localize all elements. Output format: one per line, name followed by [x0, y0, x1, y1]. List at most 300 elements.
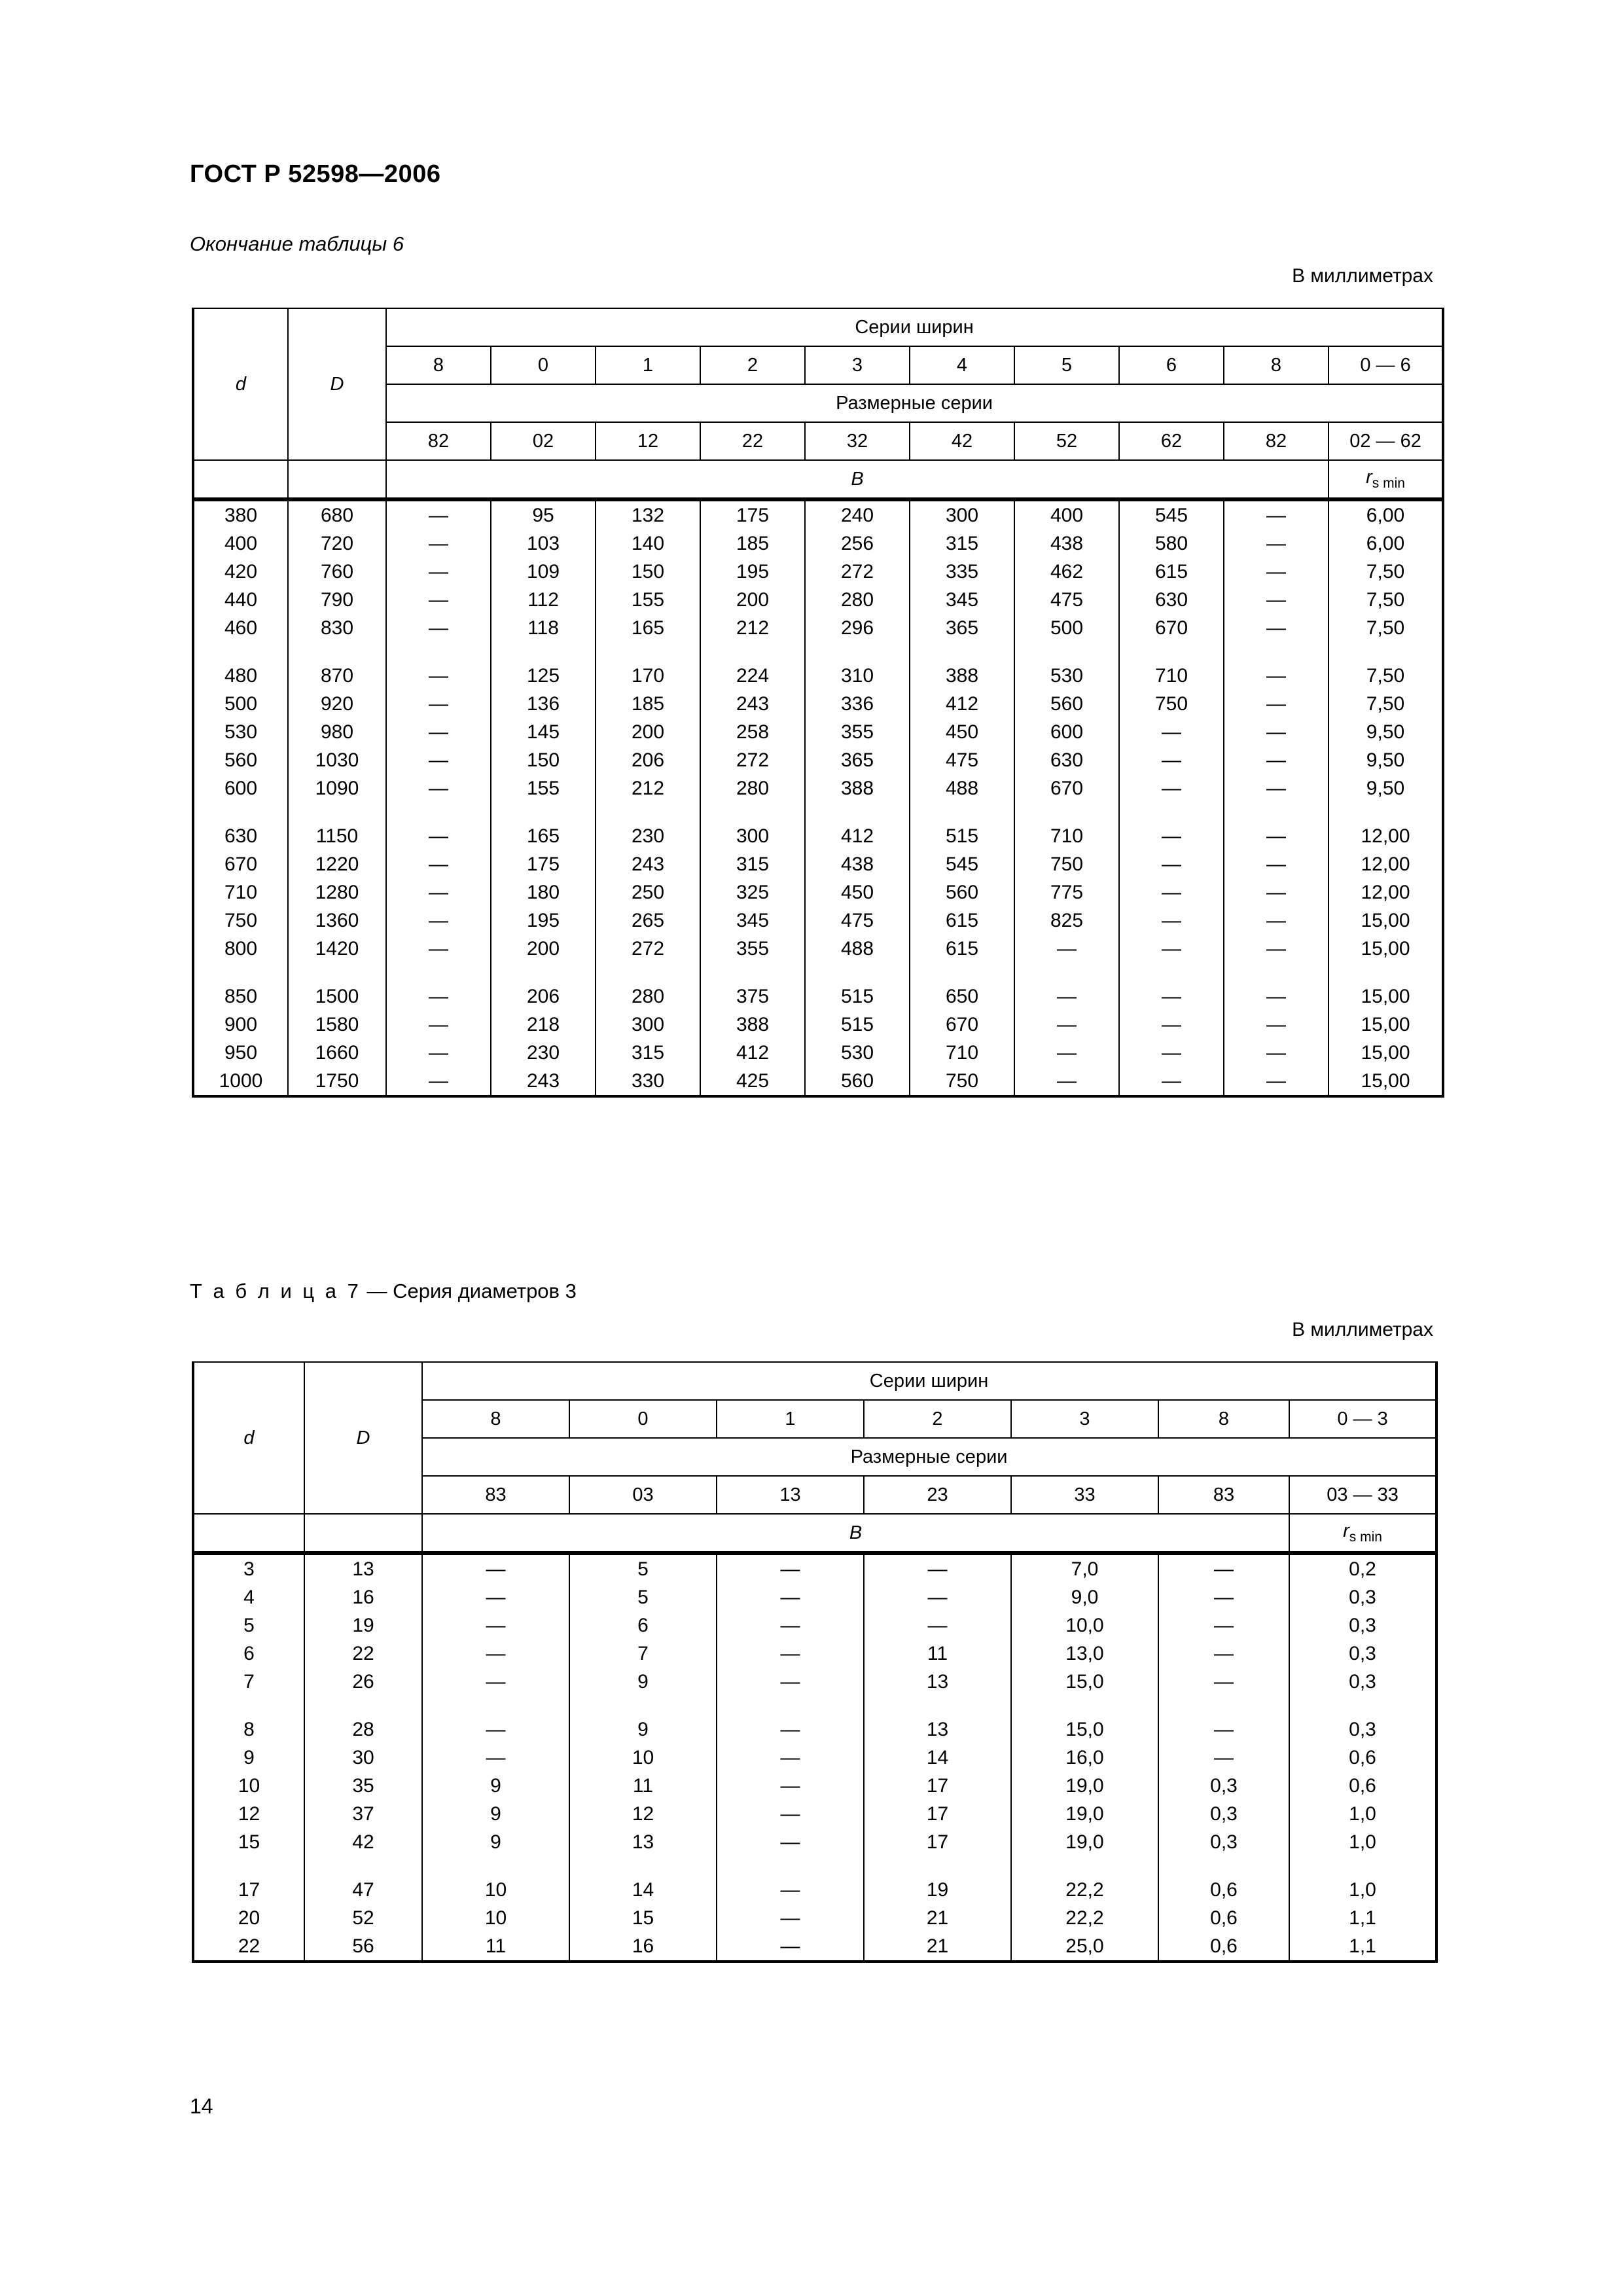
table6-dimension-series-title: Размерные серии [386, 384, 1443, 422]
table-cell: — [422, 1640, 569, 1668]
table6-ds-8: 82 [1224, 422, 1329, 460]
table-cell: 103 [491, 529, 596, 558]
table-cell: — [386, 586, 491, 614]
table-cell: 425 [700, 1067, 805, 1096]
table-cell: 5 [569, 1583, 717, 1611]
table-row [193, 690, 1443, 718]
table7-ws-3: 2 [864, 1400, 1011, 1438]
table-cell: 630 [1119, 586, 1224, 614]
table-cell: 0,6 [1158, 1876, 1289, 1904]
table-cell: 212 [700, 614, 805, 642]
table-cell: 12,00 [1329, 878, 1443, 906]
table7-ws-2: 1 [717, 1400, 864, 1438]
table-cell: 560 [193, 746, 288, 774]
table-cell: — [717, 1828, 864, 1856]
table-cell: 19,0 [1011, 1828, 1158, 1856]
table-cell: 615 [910, 935, 1014, 963]
table-cell: 112 [491, 586, 596, 614]
table-cell: 10 [422, 1876, 569, 1904]
table-cell: 250 [596, 878, 700, 906]
table6-ds-1: 02 [491, 422, 596, 460]
table-cell: 17 [193, 1876, 304, 1904]
table-cell: 4 [193, 1583, 304, 1611]
table-cell: 0,6 [1289, 1772, 1436, 1800]
table-cell: 9,50 [1329, 746, 1443, 774]
table-cell: 7,50 [1329, 614, 1443, 642]
table-row-spacer [193, 642, 1443, 662]
spacer-cell [596, 802, 700, 822]
table7-body [192, 1552, 1438, 1963]
table-cell: — [1224, 500, 1329, 529]
spacer-cell [288, 802, 386, 822]
table-cell: — [422, 1583, 569, 1611]
spacer-cell [491, 963, 596, 982]
table-cell: — [1119, 935, 1224, 963]
table-cell: 1150 [288, 822, 386, 850]
table-cell: 800 [193, 935, 288, 963]
table-cell: — [717, 1932, 864, 1962]
table-cell: — [386, 850, 491, 878]
table-row [193, 1904, 1436, 1932]
table6-ws-2: 1 [596, 346, 700, 384]
table-cell: 185 [700, 529, 805, 558]
table-row [193, 558, 1443, 586]
table-cell: — [1014, 982, 1119, 1011]
table-cell: 15 [193, 1828, 304, 1856]
table-cell: 5 [193, 1611, 304, 1640]
spacer-cell [569, 1696, 717, 1715]
table-cell: 195 [491, 906, 596, 935]
spacer-cell [193, 642, 288, 662]
table-cell: 500 [193, 690, 288, 718]
spacer-cell [193, 802, 288, 822]
table-cell: — [1119, 982, 1224, 1011]
table-cell: 7,50 [1329, 690, 1443, 718]
table-cell: 240 [805, 500, 910, 529]
table-cell: 9 [422, 1800, 569, 1828]
table-cell: 9,0 [1011, 1583, 1158, 1611]
spacer-cell [491, 802, 596, 822]
table-cell: 95 [491, 500, 596, 529]
table-cell: — [1158, 1668, 1289, 1696]
table-cell: 775 [1014, 878, 1119, 906]
table-cell: 175 [700, 500, 805, 529]
table-cell: 545 [910, 850, 1014, 878]
table-cell: 515 [805, 1011, 910, 1039]
table-cell: — [1224, 1067, 1329, 1096]
table-cell: 500 [1014, 614, 1119, 642]
table6-header-row-1 [193, 308, 1443, 346]
table-cell: 15,00 [1329, 1067, 1443, 1096]
table-cell: — [386, 822, 491, 850]
table6-ds-2: 12 [596, 422, 700, 460]
spacer-cell [304, 1696, 422, 1715]
table-cell: 206 [596, 746, 700, 774]
table-cell: 47 [304, 1876, 422, 1904]
table-cell: 22 [193, 1932, 304, 1962]
table-cell: 630 [1014, 746, 1119, 774]
table-cell: — [717, 1715, 864, 1744]
table7-ds-5: 83 [1158, 1476, 1289, 1514]
table-cell: — [1119, 878, 1224, 906]
table-cell: 21 [864, 1932, 1011, 1962]
table7-width-series-title: Серии ширин [422, 1362, 1436, 1400]
table-cell: 560 [1014, 690, 1119, 718]
table-cell: 280 [596, 982, 700, 1011]
table6-ws-4: 3 [805, 346, 910, 384]
table-cell: 680 [288, 500, 386, 529]
table-cell: 650 [910, 982, 1014, 1011]
table-cell: 900 [193, 1011, 288, 1039]
table-cell: 9 [569, 1668, 717, 1696]
table6 [192, 308, 1435, 1098]
table-cell: 580 [1119, 529, 1224, 558]
table-cell: — [1224, 906, 1329, 935]
table-cell: 25,0 [1011, 1932, 1158, 1962]
table-cell: 272 [596, 935, 700, 963]
table-cell: 175 [491, 850, 596, 878]
table6-ws-6: 5 [1014, 346, 1119, 384]
table-cell: 450 [805, 878, 910, 906]
table-cell: 265 [596, 906, 700, 935]
spacer-cell [596, 642, 700, 662]
table-cell: 750 [1014, 850, 1119, 878]
table-cell: 230 [596, 822, 700, 850]
table-cell: 280 [805, 586, 910, 614]
spacer-cell [422, 1696, 569, 1715]
table-cell: 1280 [288, 878, 386, 906]
table-cell: — [1119, 1011, 1224, 1039]
table-row-spacer [193, 963, 1443, 982]
table-cell: 400 [193, 529, 288, 558]
table-cell: — [1119, 718, 1224, 746]
table-cell: 170 [596, 662, 700, 690]
table-cell: — [386, 982, 491, 1011]
table-cell: 200 [491, 935, 596, 963]
spacer-cell [1329, 802, 1443, 822]
table-row [193, 822, 1443, 850]
spacer-cell [700, 802, 805, 822]
table-row [193, 878, 1443, 906]
table6-ds-0: 82 [386, 422, 491, 460]
spacer-cell [288, 963, 386, 982]
table-cell: 560 [805, 1067, 910, 1096]
table-cell: 155 [491, 774, 596, 802]
table-cell: 136 [491, 690, 596, 718]
table6-width-series-title: Серии ширин [386, 308, 1443, 346]
table-cell: 750 [193, 906, 288, 935]
table7-col-d: d [193, 1362, 304, 1514]
table-cell: 1000 [193, 1067, 288, 1096]
table-cell: 355 [700, 935, 805, 963]
table-cell: 16,0 [1011, 1744, 1158, 1772]
table-cell: 336 [805, 690, 910, 718]
table-cell: 0,3 [1289, 1668, 1436, 1696]
table-cell: — [422, 1554, 569, 1583]
table-cell: 12,00 [1329, 822, 1443, 850]
table7-ws-0: 8 [422, 1400, 569, 1438]
table-cell: — [1224, 718, 1329, 746]
spacer-cell [386, 642, 491, 662]
table-cell: — [717, 1668, 864, 1696]
table-cell: 438 [805, 850, 910, 878]
table-cell: 13 [569, 1828, 717, 1856]
table-cell: — [1224, 746, 1329, 774]
table-cell: 12 [569, 1800, 717, 1828]
table-row [193, 1715, 1436, 1744]
table-cell: 19,0 [1011, 1772, 1158, 1800]
table-cell: 1420 [288, 935, 386, 963]
table-cell: 412 [910, 690, 1014, 718]
table-cell: 710 [1119, 662, 1224, 690]
table-cell: 388 [700, 1011, 805, 1039]
table-cell: — [1119, 906, 1224, 935]
table-cell: 365 [910, 614, 1014, 642]
table-cell: 15,00 [1329, 906, 1443, 935]
table-cell: 1,1 [1289, 1904, 1436, 1932]
table-cell: 132 [596, 500, 700, 529]
table-cell: 109 [491, 558, 596, 586]
table6-caption: Окончание таблицы 6 [190, 232, 404, 255]
table-cell: 825 [1014, 906, 1119, 935]
table-cell: — [1224, 822, 1329, 850]
spacer-cell [1011, 1856, 1158, 1876]
table-cell: 380 [193, 500, 288, 529]
table-cell: 19,0 [1011, 1800, 1158, 1828]
spacer-cell [1119, 642, 1224, 662]
table-cell: — [386, 1067, 491, 1096]
table-cell: — [1119, 850, 1224, 878]
spacer-cell [1224, 802, 1329, 822]
table-cell: 35 [304, 1772, 422, 1800]
table7-col-D: D [304, 1362, 422, 1514]
table-cell: 475 [910, 746, 1014, 774]
table-cell: 670 [1014, 774, 1119, 802]
table-row-spacer [193, 1696, 1436, 1715]
table-cell: 630 [193, 822, 288, 850]
table7-B-label: B [422, 1514, 1289, 1552]
table-cell: 412 [700, 1039, 805, 1067]
table-cell: 9 [422, 1772, 569, 1800]
table-cell: 365 [805, 746, 910, 774]
table-cell: 0,3 [1289, 1640, 1436, 1668]
table7-caption-text: — Серия диаметров 3 [366, 1280, 577, 1302]
table7-blank-d [193, 1514, 304, 1552]
table-cell: 272 [805, 558, 910, 586]
table-cell: 560 [910, 878, 1014, 906]
table-cell: — [1119, 746, 1224, 774]
table-cell: 15,0 [1011, 1715, 1158, 1744]
table-cell: 10 [193, 1772, 304, 1800]
spacer-cell [1329, 963, 1443, 982]
table-cell: — [386, 1011, 491, 1039]
table-cell: — [1224, 690, 1329, 718]
table-cell: 7 [569, 1640, 717, 1668]
table-cell: 6 [193, 1640, 304, 1668]
table6-ws-3: 2 [700, 346, 805, 384]
table-cell: 670 [1119, 614, 1224, 642]
table6-ds-6: 52 [1014, 422, 1119, 460]
table-cell: 7,50 [1329, 662, 1443, 690]
table-cell: 1580 [288, 1011, 386, 1039]
table-cell: 56 [304, 1932, 422, 1962]
spacer-cell [491, 642, 596, 662]
spacer-cell [1014, 802, 1119, 822]
table-cell: — [717, 1876, 864, 1904]
table-row [193, 1011, 1443, 1039]
spacer-cell [1289, 1696, 1436, 1715]
table6-blank-D [288, 460, 386, 498]
table-cell: 5 [569, 1554, 717, 1583]
table-row [193, 935, 1443, 963]
table-cell: 13 [864, 1715, 1011, 1744]
table-cell: — [1224, 1039, 1329, 1067]
spacer-cell [717, 1696, 864, 1715]
table-cell: 218 [491, 1011, 596, 1039]
table-cell: 212 [596, 774, 700, 802]
table-cell: 750 [1119, 690, 1224, 718]
table-cell: 258 [700, 718, 805, 746]
table-cell: 1,0 [1289, 1800, 1436, 1828]
table7-ds-4: 33 [1011, 1476, 1158, 1514]
table-cell: — [1224, 614, 1329, 642]
table-cell: — [1158, 1611, 1289, 1640]
page-number: 14 [190, 2094, 213, 2118]
table-cell: — [1224, 558, 1329, 586]
table-cell: 224 [700, 662, 805, 690]
table-cell: — [1158, 1554, 1289, 1583]
spacer-cell [304, 1856, 422, 1876]
table-cell: 1660 [288, 1039, 386, 1067]
table-cell: 3 [193, 1554, 304, 1583]
table-cell: 12,00 [1329, 850, 1443, 878]
table-cell: 243 [700, 690, 805, 718]
table-cell: 12 [193, 1800, 304, 1828]
table-cell: 345 [910, 586, 1014, 614]
spacer-cell [386, 802, 491, 822]
table-cell: 16 [304, 1583, 422, 1611]
table-row [193, 1640, 1436, 1668]
table-cell: — [386, 1039, 491, 1067]
spacer-cell [700, 642, 805, 662]
spacer-cell [1011, 1696, 1158, 1715]
table-row [193, 1039, 1443, 1067]
spacer-cell [1119, 802, 1224, 822]
spacer-cell [193, 963, 288, 982]
table-cell: 6 [569, 1611, 717, 1640]
table-cell: 345 [700, 906, 805, 935]
table-cell: 1220 [288, 850, 386, 878]
table-cell: 15,0 [1011, 1668, 1158, 1696]
table-cell: — [1224, 850, 1329, 878]
table-cell: 0,6 [1289, 1744, 1436, 1772]
table-cell: 14 [864, 1744, 1011, 1772]
table-cell: 21 [864, 1904, 1011, 1932]
spacer-cell [596, 963, 700, 982]
table-cell: 0,6 [1158, 1932, 1289, 1962]
spacer-cell [1119, 963, 1224, 982]
table-cell: 412 [805, 822, 910, 850]
table-row [193, 500, 1443, 529]
table-cell: — [1158, 1640, 1289, 1668]
table-cell: 920 [288, 690, 386, 718]
table-row [193, 774, 1443, 802]
table6-col-D: D [288, 308, 386, 460]
spacer-cell [805, 963, 910, 982]
table-cell: 600 [1014, 718, 1119, 746]
table-cell: 0,3 [1158, 1772, 1289, 1800]
table-cell: 300 [700, 822, 805, 850]
table-row [193, 1876, 1436, 1904]
table-cell: — [864, 1583, 1011, 1611]
table-row [193, 1583, 1436, 1611]
table-cell: 7,50 [1329, 558, 1443, 586]
table-cell: — [386, 558, 491, 586]
table-cell: 206 [491, 982, 596, 1011]
table-cell: — [1158, 1715, 1289, 1744]
spacer-cell [569, 1856, 717, 1876]
table-cell: 17 [864, 1828, 1011, 1856]
table-cell: 150 [596, 558, 700, 586]
table-cell: — [386, 529, 491, 558]
spacer-cell [1224, 963, 1329, 982]
table-cell: 475 [1014, 586, 1119, 614]
table-cell: 125 [491, 662, 596, 690]
table-row [193, 718, 1443, 746]
table-row [193, 906, 1443, 935]
table-cell: — [717, 1554, 864, 1583]
spacer-cell [864, 1696, 1011, 1715]
table7 [192, 1361, 1435, 1963]
table7-caption [190, 1280, 577, 1303]
table-cell: 9 [569, 1715, 717, 1744]
table-row [193, 1800, 1436, 1828]
table7-header-row-5 [193, 1514, 1436, 1552]
table-cell: 11 [864, 1640, 1011, 1668]
table-row [193, 1668, 1436, 1696]
table6-ws-0: 8 [386, 346, 491, 384]
table-cell: — [422, 1715, 569, 1744]
table7-ds-3: 23 [864, 1476, 1011, 1514]
table-cell: 475 [805, 906, 910, 935]
table7-header [192, 1361, 1438, 1552]
table-cell: 15,00 [1329, 982, 1443, 1011]
spacer-cell [910, 802, 1014, 822]
table6-blank-d [193, 460, 288, 498]
table7-blank-D [304, 1514, 422, 1552]
table6-ws-9: 0 — 6 [1329, 346, 1443, 384]
table-cell: — [1119, 1039, 1224, 1067]
table-row-spacer [193, 802, 1443, 822]
spacer-cell [864, 1856, 1011, 1876]
table-cell: 280 [700, 774, 805, 802]
table-cell: — [1119, 774, 1224, 802]
table-cell: 9,50 [1329, 718, 1443, 746]
table-cell: 530 [805, 1039, 910, 1067]
table6-ds-3: 22 [700, 422, 805, 460]
table-cell: 20 [193, 1904, 304, 1932]
table-row [193, 1067, 1443, 1096]
table-cell: 9 [422, 1828, 569, 1856]
table-cell: — [1119, 1067, 1224, 1096]
table-cell: 26 [304, 1668, 422, 1696]
table-cell: 296 [805, 614, 910, 642]
table-cell: 750 [910, 1067, 1014, 1096]
table-cell: 22,2 [1011, 1904, 1158, 1932]
table6-ws-8: 8 [1224, 346, 1329, 384]
table-cell: 6,00 [1329, 500, 1443, 529]
table-cell: — [386, 935, 491, 963]
